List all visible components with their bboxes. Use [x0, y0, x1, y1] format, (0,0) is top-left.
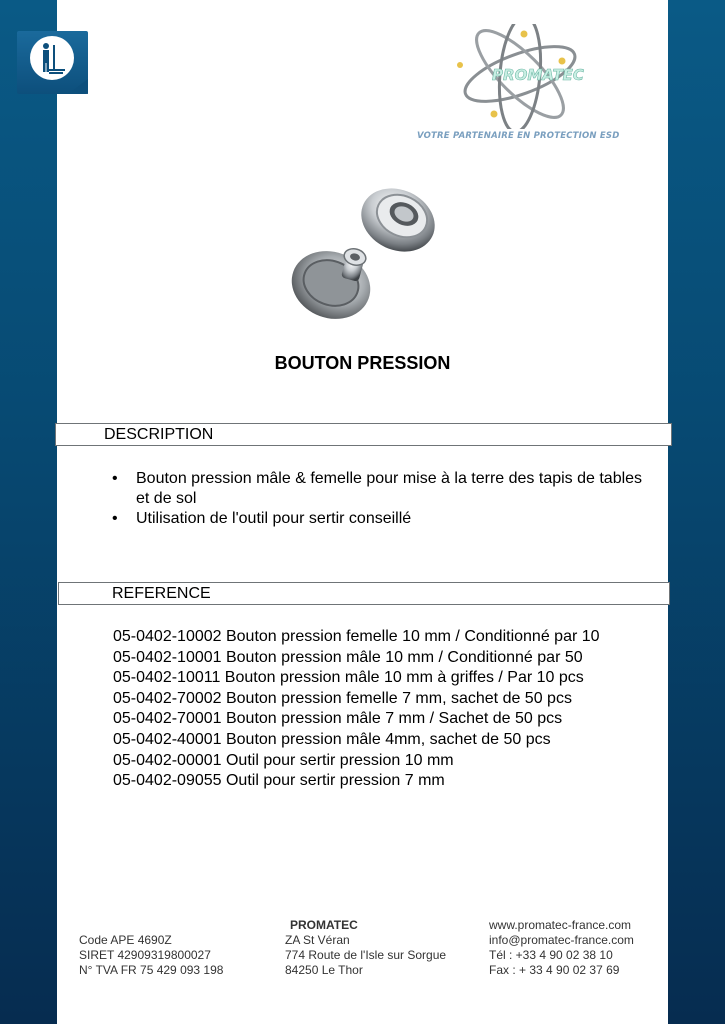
esd-ground-icon: [17, 31, 88, 94]
description-list: [112, 469, 646, 529]
reference-heading: REFERENCE: [112, 585, 211, 602]
footer-website[interactable]: www.promatec-france.com: [489, 918, 632, 932]
reference-line: 05-0402-10011 Bouton pression mâle 10 mm à griffes / Par 10 pcs: [113, 669, 584, 687]
description-heading: DESCRIPTION: [104, 426, 214, 443]
footer-address: [285, 918, 446, 978]
footer-tva: N° TVA FR 75 429 093 198: [79, 963, 224, 977]
product-image: [286, 180, 446, 330]
list-item: • Bouton pression mâle & femelle pour mise à la terre des tapis de tables et de sol: [112, 470, 643, 507]
reference-line: 05-0402-40001 Bouton pression mâle 4mm, sachet de 50 pcs: [113, 730, 551, 748]
reference-line: 05-0402-10002 Bouton pression femelle 10 mm / Conditionné par 10: [113, 628, 600, 645]
footer-legal: [79, 933, 223, 978]
promatec-logo: [450, 24, 600, 129]
reference-line: 05-0402-09055 Outil pour sertir pression 7 mm: [113, 772, 445, 790]
reference-section-header: [58, 582, 670, 605]
reference-list: [113, 627, 673, 792]
reference-line: 05-0402-70002 Bouton pression femelle 7 mm, sachet de 50 pcs: [113, 689, 572, 707]
bullet-icon: •: [112, 510, 118, 527]
reference-line: 05-0402-00001 Outil pour sertir pression 10 mm: [113, 751, 454, 769]
description-section-header: [55, 423, 672, 446]
bullet-icon: •: [112, 470, 118, 487]
footer-siret: SIRET 42909319800027: [79, 948, 211, 962]
footer-email[interactable]: info@promatec-france.com: [489, 933, 634, 947]
footer-address-line: 774 Route de l'Isle sur Sorgue: [285, 948, 447, 962]
left-side-band: [0, 0, 57, 1024]
footer-company: PROMATEC: [290, 918, 358, 932]
right-side-band: [668, 0, 725, 1024]
reference-line: 05-0402-70001 Bouton pression mâle 7 mm / Sachet de 50 pcs: [113, 710, 563, 728]
svg-text:PROMATEC: PROMATEC: [492, 66, 584, 84]
footer-contact: [489, 918, 634, 978]
footer-address-line: ZA St Véran: [285, 933, 350, 947]
list-item: • Utilisation de l'outil pour sertir conseillé: [112, 510, 412, 527]
page-title: BOUTON PRESSION: [274, 353, 451, 373]
footer-fax: Fax : + 33 4 90 02 37 69: [489, 963, 620, 977]
footer-ape: Code APE 4690Z: [79, 933, 172, 947]
footer-phone: Tél : +33 4 90 02 38 10: [489, 948, 613, 962]
reference-line: 05-0402-10001 Bouton pression mâle 10 mm / Conditionné par 50: [113, 648, 583, 666]
tagline: VOTRE PARTENAIRE EN PROTECTION ESD: [417, 131, 620, 141]
footer-address-line: 84250 Le Thor: [285, 963, 363, 977]
